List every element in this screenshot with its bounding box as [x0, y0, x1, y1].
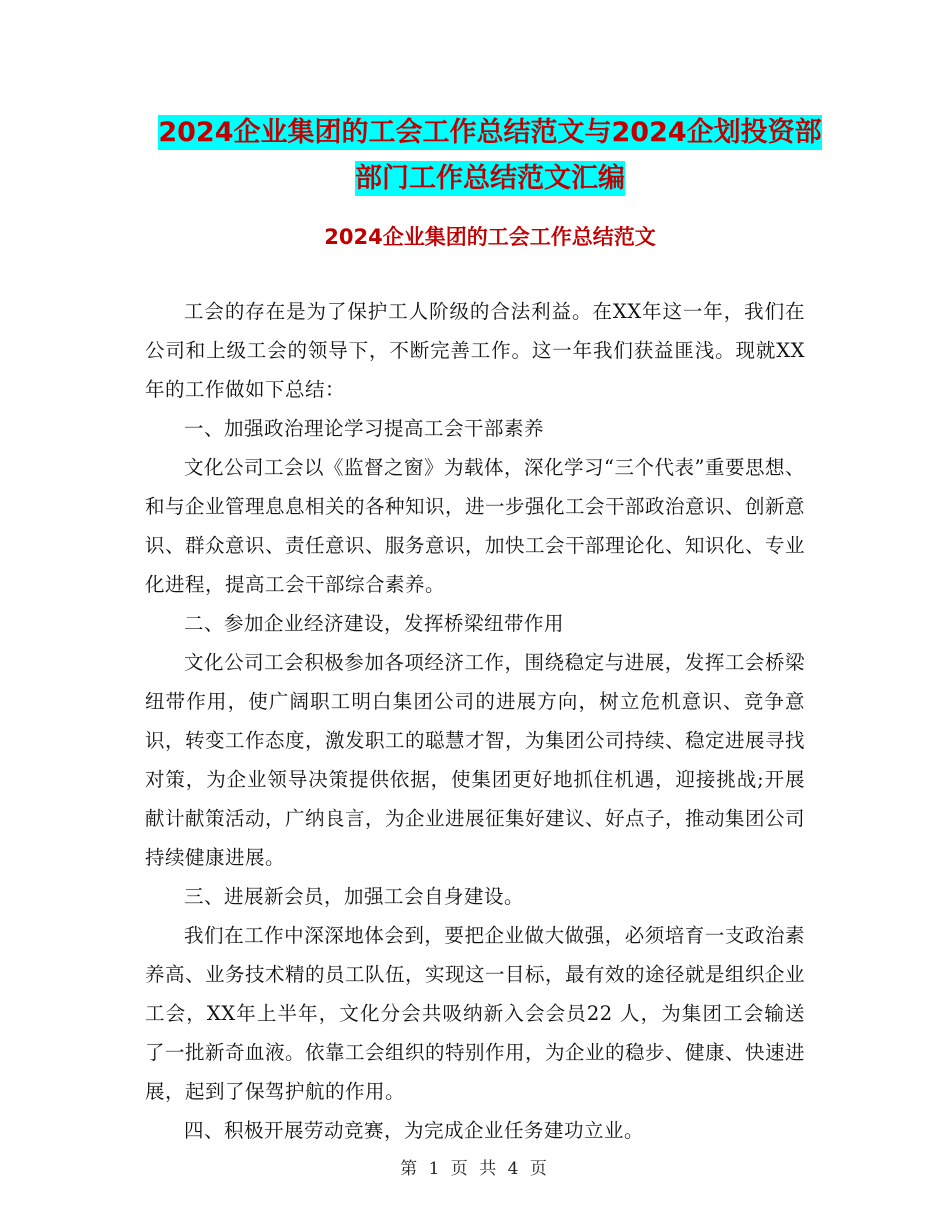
intro-paragraph: 工会的存在是为了保护工人阶级的合法利益。在XX年这一年，我们在公司和上级工会的领导下，不断完善工作。这一年我们获益匪浅。现就XX年的工作做如下总结： — [145, 300, 805, 401]
document-body — [145, 292, 805, 1150]
section-title: 2024企业集团的工会工作总结范文 — [324, 225, 656, 249]
heading-1: 一、加强政治理论学习提高工会干部素养 — [184, 417, 545, 440]
document-title — [140, 110, 840, 202]
title-line-1: 2024企业集团的工会工作总结范文与2024企划投资部 — [158, 117, 822, 148]
heading-3: 三、进展新会员，加强工会自身建设。 — [184, 885, 525, 908]
paragraph-2: 文化公司工会积极参加各项经济工作，围绕稳定与进展，发挥工会桥梁纽带作用，使广阔职工明白集团公司的进展方向，树立危机意识、竞争意识，转变工作态度，激发职工的聪慧才智，为集团公司持续、稳定进展寻找对策，为企业领导决策提供依据，使集团更好地抓住机遇，迎接挑战;开展献计献策活动，广纳良言，为企业进展征集好建议、好点子，推动集团公司持续健康进展。 — [145, 651, 806, 869]
page-footer: 第 1 页 共 4 页 — [400, 1159, 550, 1179]
title-line-2: 部门工作总结范文汇编 — [355, 163, 625, 194]
paragraph-3: 我们在工作中深深地体会到，要把企业做大做强，必须培育一支政治素养高、业务技术精的员工队伍，实现这一目标，最有效的途径就是组织企业工会，XX年上半年，文化分会共吸纳新入会会员22 人，为集团工会输送了一批新奇血液。依靠工会组织的特别作用，为企业的稳步、健康、快速进展，起到了保驾护航的作用。 — [145, 924, 806, 1103]
heading-4: 四、积极开展劳动竞赛，为完成企业任务建功立业。 — [184, 1119, 645, 1142]
paragraph-1: 文化公司工会以《监督之窗》为载体，深化学习“三个代表”重要思想、和与企业管理息息相关的各种知识，进一步强化工会干部政治意识、创新意识、群众意识、责任意识、服务意识，加快工会干部理论化、知识化、专业化进程，提高工会干部综合素养。 — [145, 456, 806, 596]
heading-2: 二、参加企业经济建设，发挥桥梁纽带作用 — [184, 612, 565, 635]
